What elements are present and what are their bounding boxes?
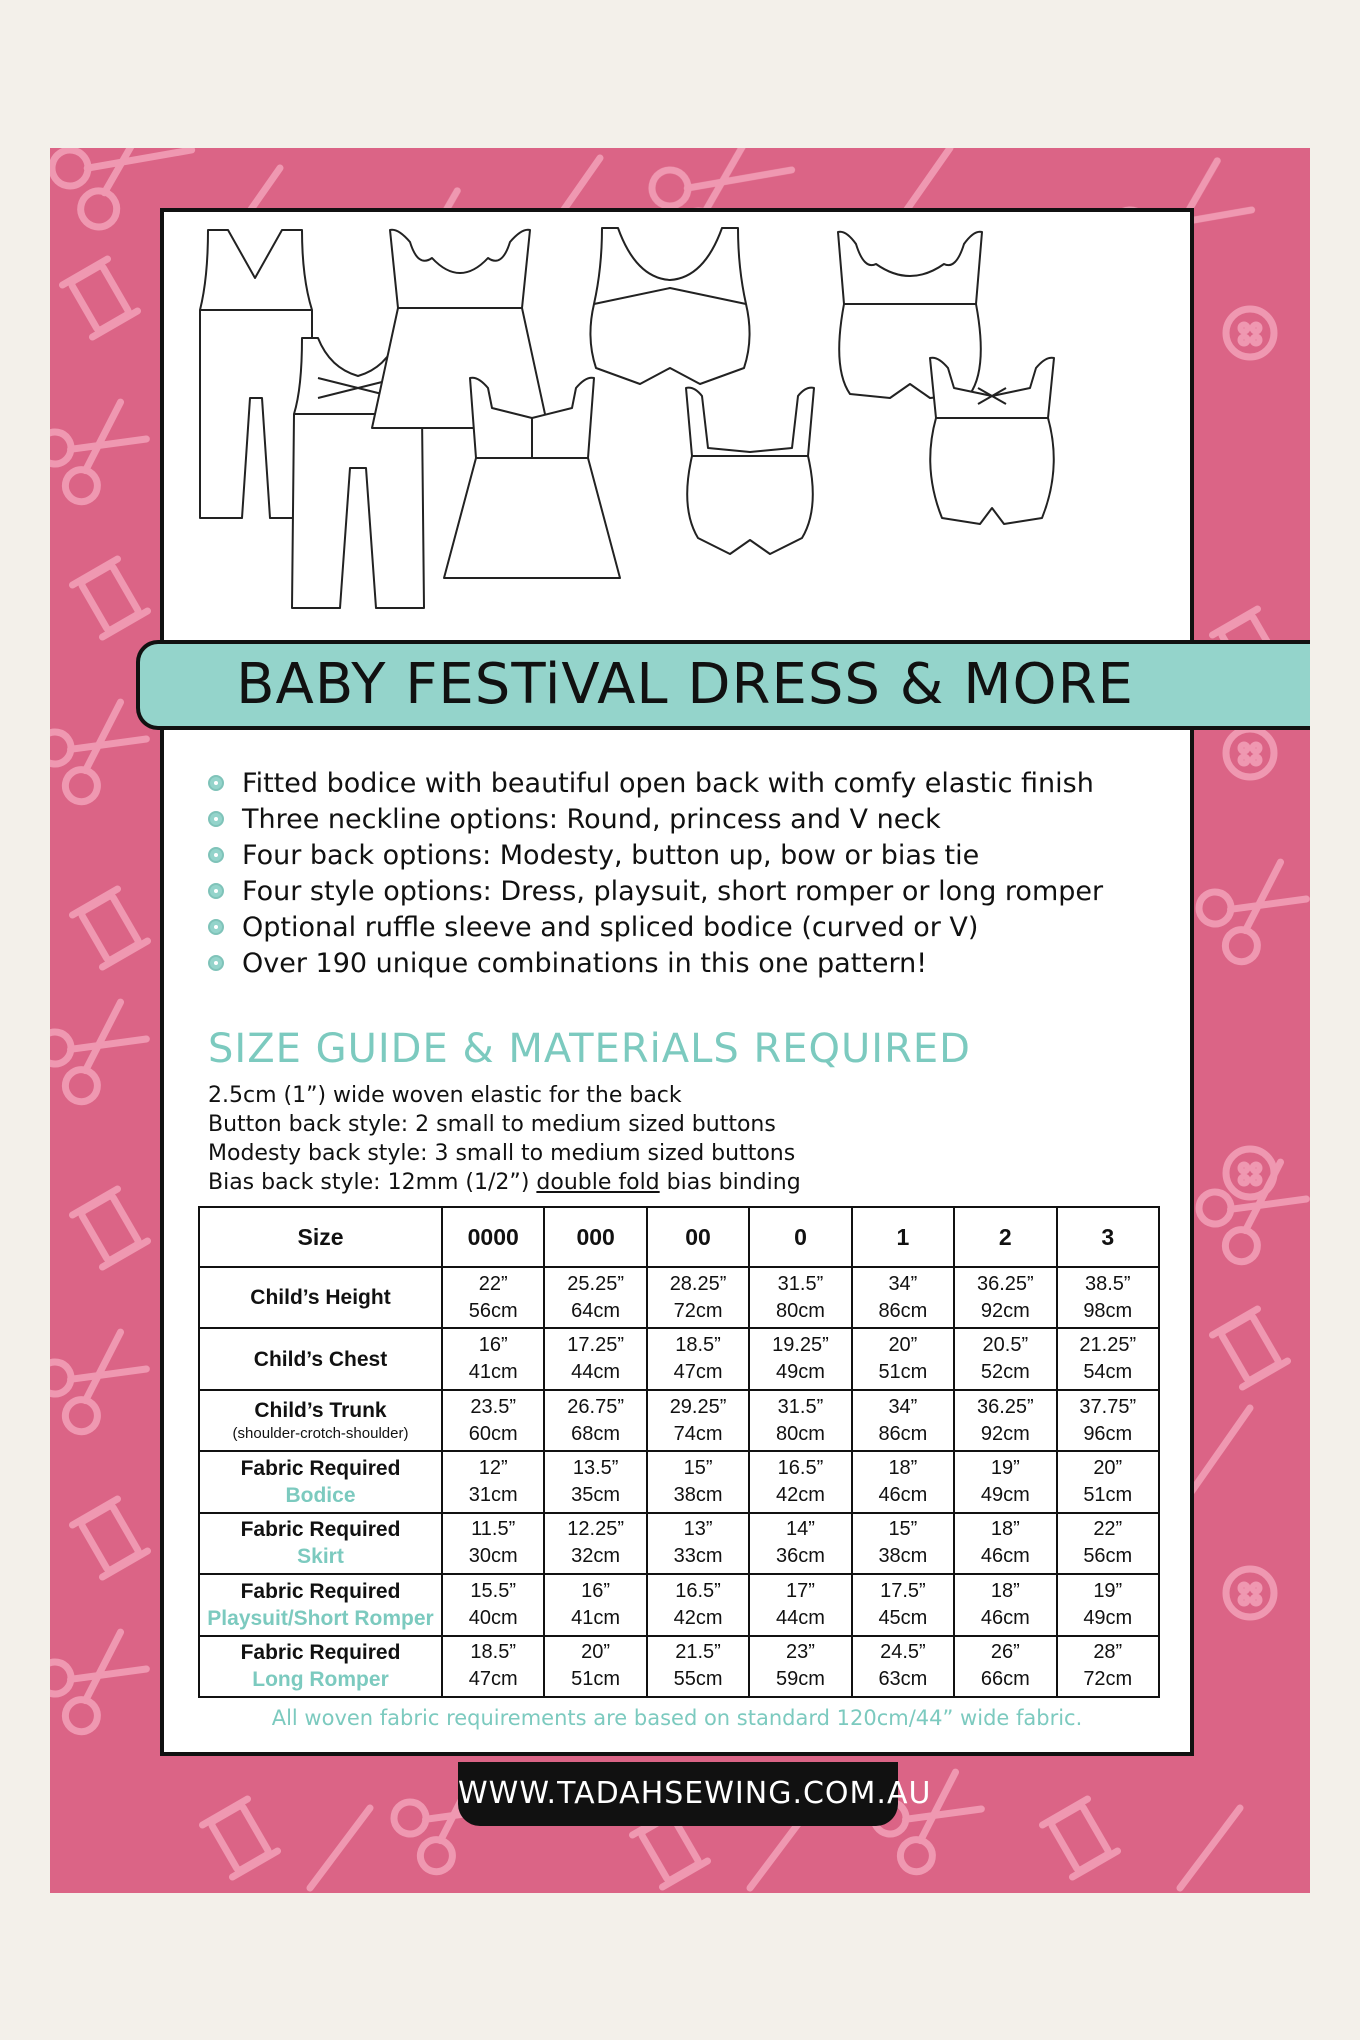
table-cell (749, 1328, 851, 1389)
table-cell (1057, 1390, 1159, 1451)
metric-value: 80cm (776, 1422, 825, 1445)
table-cell (647, 1267, 749, 1328)
imperial-value: 24.5” (880, 1641, 926, 1664)
table-row (199, 1267, 1159, 1328)
row-label-text: Fabric Required (240, 1518, 401, 1542)
metric-value: 45cm (878, 1606, 928, 1629)
metric-value: 56cm (1083, 1545, 1133, 1568)
row-label (199, 1267, 442, 1328)
imperial-value: 18” (888, 1456, 918, 1479)
list-item: Over 190 unique combinations in this one pattern! (208, 946, 1168, 982)
imperial-value: 12” (478, 1456, 508, 1479)
imperial-value: 28” (1093, 1641, 1123, 1664)
material-item: Button back style: 2 small to medium sized buttons (208, 1112, 776, 1137)
table-cell (442, 1513, 544, 1574)
imperial-value: 23” (786, 1641, 815, 1664)
button-icon (1226, 1569, 1274, 1617)
imperial-value: 13.5” (572, 1456, 619, 1479)
table-cell (852, 1328, 954, 1389)
metric-value: 46cm (980, 1606, 1030, 1629)
row-label-category: Long Romper (252, 1668, 389, 1692)
table-row (199, 1636, 1159, 1697)
table-row (199, 1390, 1159, 1451)
table-cell (544, 1267, 646, 1328)
table-row (199, 1513, 1159, 1574)
metric-value: 98cm (1083, 1299, 1133, 1322)
needle-icon (310, 1808, 370, 1888)
imperial-value: 16.5” (675, 1579, 721, 1602)
thread-spool-icon (72, 1499, 147, 1577)
metric-value: 96cm (1083, 1422, 1133, 1445)
table-cell (442, 1390, 544, 1451)
table-cell (749, 1636, 851, 1697)
thread-spool-icon (72, 889, 147, 967)
table-cell (749, 1451, 851, 1512)
button-icon (1226, 1149, 1274, 1197)
row-label (199, 1390, 442, 1451)
imperial-value: 11.5” (471, 1518, 516, 1541)
metric-value: 30cm (468, 1545, 518, 1568)
row-label-text: Child’s Height (250, 1286, 391, 1310)
table-cell (954, 1513, 1056, 1574)
double-fold-link: double fold (536, 1170, 660, 1195)
imperial-value: 18.5” (675, 1334, 721, 1357)
imperial-value: 15” (683, 1456, 713, 1479)
thread-spool-icon (72, 559, 147, 637)
imperial-value: 13” (683, 1518, 713, 1541)
imperial-value: 17.5” (880, 1579, 926, 1602)
list-item: Three neckline options: Round, princess and V neck (208, 802, 1168, 838)
table-cell (647, 1328, 749, 1389)
imperial-value: 12.25” (567, 1518, 624, 1541)
metric-value: 72cm (673, 1299, 723, 1322)
row-label (199, 1451, 442, 1512)
metric-value: 59cm (776, 1668, 825, 1691)
column-header: Size (199, 1207, 442, 1267)
table-cell (852, 1451, 954, 1512)
imperial-value: 16.5” (777, 1456, 824, 1479)
row-label (199, 1636, 442, 1697)
metric-value: 92cm (980, 1422, 1030, 1445)
column-header: 0 (749, 1207, 851, 1267)
imperial-value: 31.5” (777, 1272, 824, 1295)
row-label-text: Child’s Chest (253, 1347, 388, 1371)
short-romper-front-icon (838, 232, 982, 398)
table-cell (852, 1574, 954, 1635)
dress-front-icon (372, 230, 548, 428)
thread-spool-icon (202, 1799, 277, 1877)
imperial-value: 20.5” (982, 1334, 1029, 1357)
bullet-icon (208, 919, 224, 935)
table-cell (1057, 1451, 1159, 1512)
bullet-icon (208, 847, 224, 863)
imperial-value: 26.75” (567, 1395, 624, 1418)
metric-value: 32cm (571, 1545, 621, 1568)
row-label-category: Playsuit/Short Romper (207, 1606, 434, 1630)
metric-value: 54cm (1083, 1361, 1133, 1384)
imperial-value: 19.25” (772, 1334, 829, 1357)
title-banner (136, 640, 1310, 730)
imperial-value: 28.25” (669, 1272, 727, 1295)
metric-value: 49cm (980, 1483, 1030, 1506)
metric-value: 46cm (980, 1545, 1030, 1568)
imperial-value: 14” (786, 1518, 815, 1541)
imperial-value: 16” (581, 1579, 611, 1602)
imperial-value: 36.25” (976, 1272, 1034, 1295)
bullet-icon (208, 775, 224, 791)
column-header: 0000 (442, 1207, 544, 1267)
metric-value: 51cm (1083, 1483, 1133, 1506)
imperial-value: 29.25” (669, 1395, 727, 1418)
imperial-value: 19” (1093, 1579, 1123, 1602)
scissors-icon (50, 1319, 156, 1438)
table-cell (954, 1574, 1056, 1635)
metric-value: 42cm (673, 1606, 723, 1629)
table-cell (749, 1574, 851, 1635)
metric-value: 46cm (878, 1483, 928, 1506)
table-cell (442, 1574, 544, 1635)
page-title: BABY FESTiVAL DRESS & MORE (236, 652, 1134, 717)
imperial-value: 22” (478, 1272, 508, 1295)
table-cell (544, 1636, 646, 1697)
table-cell (852, 1636, 954, 1697)
table-cell (442, 1267, 544, 1328)
table-cell (647, 1390, 749, 1451)
metric-value: 51cm (571, 1668, 621, 1691)
table-cell (1057, 1636, 1159, 1697)
table-cell (544, 1390, 646, 1451)
imperial-value: 21.5” (675, 1641, 721, 1664)
metric-value: 40cm (468, 1606, 518, 1629)
row-label-subtext: (shoulder-crotch-shoulder) (232, 1425, 409, 1443)
table-cell (749, 1513, 851, 1574)
imperial-value: 20” (581, 1641, 611, 1664)
metric-value: 55cm (673, 1668, 723, 1691)
table-cell (1057, 1267, 1159, 1328)
row-label (199, 1574, 442, 1635)
feature-list (208, 766, 1168, 982)
table-cell (544, 1328, 646, 1389)
needle-icon (1180, 1808, 1240, 1888)
metric-value: 44cm (571, 1361, 621, 1384)
metric-value: 41cm (571, 1606, 621, 1629)
scissors-icon (50, 1619, 156, 1738)
row-label-category: Skirt (297, 1545, 344, 1569)
metric-value: 49cm (776, 1361, 825, 1384)
imperial-value: 36.25” (976, 1395, 1034, 1418)
table-cell (954, 1267, 1056, 1328)
thread-spool-icon (1212, 1309, 1287, 1387)
thread-spool-icon (72, 1189, 147, 1267)
metric-value: 63cm (878, 1668, 928, 1691)
row-label-text: Fabric Required (240, 1456, 401, 1480)
metric-value: 38cm (673, 1483, 723, 1506)
garment-illustrations (170, 218, 1184, 628)
table-cell (1057, 1574, 1159, 1635)
column-header: 2 (954, 1207, 1056, 1267)
imperial-value: 21.25” (1079, 1334, 1137, 1357)
metric-value: 42cm (776, 1483, 825, 1506)
scissors-icon (50, 989, 156, 1108)
row-label-text: Fabric Required (240, 1579, 401, 1603)
column-header: 3 (1057, 1207, 1159, 1267)
table-cell (544, 1513, 646, 1574)
website-link[interactable]: WWW.TADAHSEWING.COM.AU (458, 1776, 932, 1811)
table-row (199, 1451, 1159, 1512)
column-header: 00 (647, 1207, 749, 1267)
metric-value: 41cm (468, 1361, 518, 1384)
size-guide-heading: SIZE GUIDE & MATERiALS REQUIRED (208, 1026, 971, 1072)
metric-value: 51cm (878, 1361, 928, 1384)
table-cell (954, 1636, 1056, 1697)
material-item: Bias back style: 12mm (1/2”) double fold bias binding (208, 1170, 801, 1195)
table-row (199, 1574, 1159, 1635)
table-cell (647, 1513, 749, 1574)
imperial-value: 18.5” (470, 1641, 516, 1664)
metric-value: 72cm (1083, 1668, 1133, 1691)
metric-value: 52cm (980, 1361, 1030, 1384)
bullet-icon (208, 811, 224, 827)
bullet-icon (208, 955, 224, 971)
table-cell (954, 1390, 1056, 1451)
imperial-value: 15.5” (470, 1579, 516, 1602)
metric-value: 33cm (673, 1545, 723, 1568)
scissors-icon (1193, 849, 1310, 968)
metric-value: 47cm (468, 1668, 518, 1691)
table-cell (852, 1513, 954, 1574)
imperial-value: 26” (990, 1641, 1020, 1664)
imperial-value: 20” (1093, 1456, 1123, 1479)
material-item: Modesty back style: 3 small to medium sized buttons (208, 1141, 796, 1166)
metric-value: 86cm (878, 1422, 928, 1445)
scissors-icon (50, 389, 156, 508)
imperial-value: 15” (888, 1518, 918, 1541)
table-cell (1057, 1328, 1159, 1389)
table-cell (1057, 1513, 1159, 1574)
table-cell (749, 1390, 851, 1451)
table-cell (647, 1451, 749, 1512)
metric-value: 64cm (571, 1299, 621, 1322)
metric-value: 80cm (776, 1299, 825, 1322)
website-bar (458, 1762, 932, 1826)
list-item: Fitted bodice with beautiful open back with comfy elastic finish (208, 766, 1168, 802)
metric-value: 31cm (468, 1483, 518, 1506)
metric-value: 92cm (980, 1299, 1030, 1322)
button-icon (1226, 309, 1274, 357)
imperial-value: 38.5” (1084, 1272, 1131, 1295)
table-cell (749, 1267, 851, 1328)
table-cell (544, 1574, 646, 1635)
list-item: Optional ruffle sleeve and spliced bodice (curved or V) (208, 910, 1168, 946)
imperial-value: 20” (888, 1334, 918, 1357)
table-cell (852, 1267, 954, 1328)
table-cell (647, 1574, 749, 1635)
metric-value: 47cm (673, 1361, 723, 1384)
imperial-value: 18” (990, 1518, 1020, 1541)
table-header-row (199, 1207, 1159, 1267)
metric-value: 66cm (980, 1668, 1030, 1691)
imperial-value: 31.5” (777, 1395, 824, 1418)
imperial-value: 23.5” (470, 1395, 516, 1418)
row-label-text: Fabric Required (240, 1641, 401, 1665)
imperial-value: 25.25” (567, 1272, 624, 1295)
table-row (199, 1328, 1159, 1389)
column-header: 1 (852, 1207, 954, 1267)
metric-value: 60cm (468, 1422, 518, 1445)
materials-list (208, 1081, 801, 1197)
metric-value: 56cm (468, 1299, 518, 1322)
imperial-value: 34” (888, 1395, 918, 1418)
metric-value: 49cm (1083, 1606, 1133, 1629)
footnote: All woven fabric requirements are based on standard 120cm/44” wide fabric. (271, 1706, 1083, 1730)
thread-spool-icon (1042, 1799, 1117, 1877)
imperial-value: 34” (888, 1272, 918, 1295)
imperial-value: 22” (1093, 1518, 1123, 1541)
imperial-value: 37.75” (1079, 1395, 1137, 1418)
table-cell (647, 1636, 749, 1697)
imperial-value: 16” (478, 1334, 508, 1357)
row-label-category: Bodice (285, 1483, 356, 1507)
table-cell (954, 1328, 1056, 1389)
metric-value: 68cm (571, 1422, 621, 1445)
imperial-value: 19” (990, 1456, 1020, 1479)
metric-value: 44cm (776, 1606, 825, 1629)
metric-value: 86cm (878, 1299, 928, 1322)
row-label (199, 1513, 442, 1574)
material-item: 2.5cm (1”) wide woven elastic for the back (208, 1083, 682, 1108)
size-table-body (199, 1267, 1159, 1697)
playsuit-front-icon (590, 228, 749, 384)
size-table (198, 1206, 1160, 1698)
row-label-text: Child’s Trunk (254, 1399, 387, 1423)
metric-value: 35cm (571, 1483, 621, 1506)
bullet-icon (208, 883, 224, 899)
table-cell (442, 1328, 544, 1389)
button-icon (1226, 729, 1274, 777)
thread-spool-icon (62, 259, 137, 337)
short-romper-back-icon (930, 358, 1054, 524)
metric-value: 74cm (673, 1422, 723, 1445)
row-label (199, 1328, 442, 1389)
table-cell (442, 1636, 544, 1697)
imperial-value: 17.25” (567, 1334, 624, 1357)
list-item: Four style options: Dress, playsuit, short romper or long romper (208, 874, 1168, 910)
imperial-value: 18” (990, 1579, 1020, 1602)
table-cell (442, 1451, 544, 1512)
list-item: Four back options: Modesty, button up, bow or bias tie (208, 838, 1168, 874)
metric-value: 36cm (776, 1545, 825, 1568)
metric-value: 38cm (878, 1545, 928, 1568)
table-cell (852, 1390, 954, 1451)
table-cell (544, 1451, 646, 1512)
playsuit-back-icon (686, 388, 814, 554)
imperial-value: 17” (786, 1579, 815, 1602)
table-cell (954, 1451, 1056, 1512)
column-header: 000 (544, 1207, 646, 1267)
